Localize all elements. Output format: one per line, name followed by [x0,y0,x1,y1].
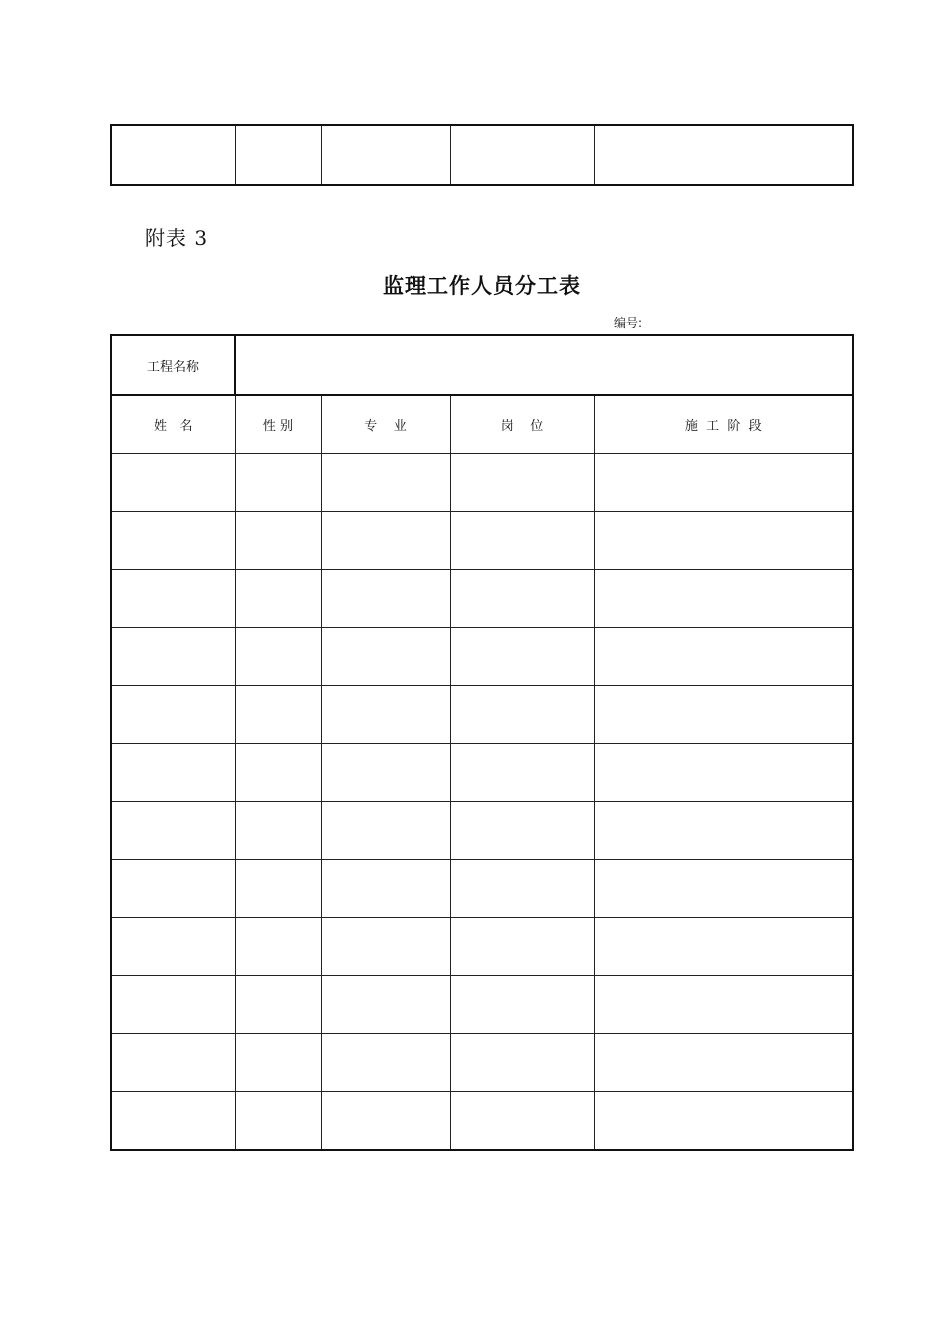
table-row [111,1034,853,1092]
column-header-name: 姓 名 [111,395,235,454]
name-cell[interactable] [111,454,235,512]
name-cell[interactable] [111,686,235,744]
stage-cell[interactable] [594,454,853,512]
specialty-cell[interactable] [321,918,450,976]
table-row [111,918,853,976]
table-row [111,744,853,802]
appendix-label: 附表 3 [145,226,209,250]
table-cell[interactable] [450,125,594,185]
gender-cell[interactable] [235,628,321,686]
specialty-cell[interactable] [321,1092,450,1151]
stage-cell[interactable] [594,512,853,570]
specialty-cell[interactable] [321,976,450,1034]
gender-cell[interactable] [235,512,321,570]
position-cell[interactable] [450,454,594,512]
position-cell[interactable] [450,1034,594,1092]
column-header-construction-stage: 施 工 阶 段 [594,395,853,454]
project-name-label: 工程名称 [111,335,235,395]
gender-cell[interactable] [235,860,321,918]
specialty-cell[interactable] [321,454,450,512]
gender-cell[interactable] [235,976,321,1034]
stage-cell[interactable] [594,570,853,628]
page-title: 监理工作人员分工表 [383,274,581,298]
project-name-row [111,335,853,395]
table-cell[interactable] [321,125,450,185]
specialty-cell[interactable] [321,802,450,860]
stage-cell[interactable] [594,1034,853,1092]
serial-number-label: 编号: [614,316,643,330]
position-cell[interactable] [450,686,594,744]
position-cell[interactable] [450,628,594,686]
stage-cell[interactable] [594,686,853,744]
position-cell[interactable] [450,976,594,1034]
position-cell[interactable] [450,744,594,802]
stage-cell[interactable] [594,860,853,918]
stage-cell[interactable] [594,976,853,1034]
table-row [111,1092,853,1151]
position-cell[interactable] [450,570,594,628]
stage-cell[interactable] [594,802,853,860]
name-cell[interactable] [111,976,235,1034]
table-row [111,860,853,918]
specialty-cell[interactable] [321,1034,450,1092]
table-row [111,976,853,1034]
header-row [111,395,853,454]
table-row [111,628,853,686]
specialty-cell[interactable] [321,744,450,802]
gender-cell[interactable] [235,454,321,512]
table-row [111,125,853,185]
gender-cell[interactable] [235,1092,321,1151]
name-cell[interactable] [111,628,235,686]
gender-cell[interactable] [235,570,321,628]
stage-cell[interactable] [594,1092,853,1151]
staff-assignment-table [110,334,854,1151]
name-cell[interactable] [111,860,235,918]
column-header-position: 岗 位 [450,395,594,454]
table-row [111,454,853,512]
project-name-value[interactable] [235,335,853,395]
specialty-cell[interactable] [321,512,450,570]
position-cell[interactable] [450,512,594,570]
name-cell[interactable] [111,802,235,860]
position-cell[interactable] [450,802,594,860]
gender-cell[interactable] [235,1034,321,1092]
gender-cell[interactable] [235,802,321,860]
stage-cell[interactable] [594,628,853,686]
position-cell[interactable] [450,860,594,918]
position-cell[interactable] [450,918,594,976]
table-cell[interactable] [111,125,235,185]
column-header-specialty: 专 业 [321,395,450,454]
name-cell[interactable] [111,1092,235,1151]
specialty-cell[interactable] [321,570,450,628]
table-row [111,512,853,570]
table-row [111,570,853,628]
name-cell[interactable] [111,1034,235,1092]
position-cell[interactable] [450,1092,594,1151]
gender-cell[interactable] [235,686,321,744]
table-cell[interactable] [594,125,853,185]
name-cell[interactable] [111,744,235,802]
stage-cell[interactable] [594,918,853,976]
table-row [111,802,853,860]
gender-cell[interactable] [235,744,321,802]
previous-table [110,124,854,186]
specialty-cell[interactable] [321,628,450,686]
name-cell[interactable] [111,512,235,570]
name-cell[interactable] [111,570,235,628]
column-header-gender: 性 别 [235,395,321,454]
table-cell[interactable] [235,125,321,185]
gender-cell[interactable] [235,918,321,976]
table-row [111,686,853,744]
specialty-cell[interactable] [321,860,450,918]
stage-cell[interactable] [594,744,853,802]
specialty-cell[interactable] [321,686,450,744]
name-cell[interactable] [111,918,235,976]
serial-number-field[interactable] [614,314,642,331]
